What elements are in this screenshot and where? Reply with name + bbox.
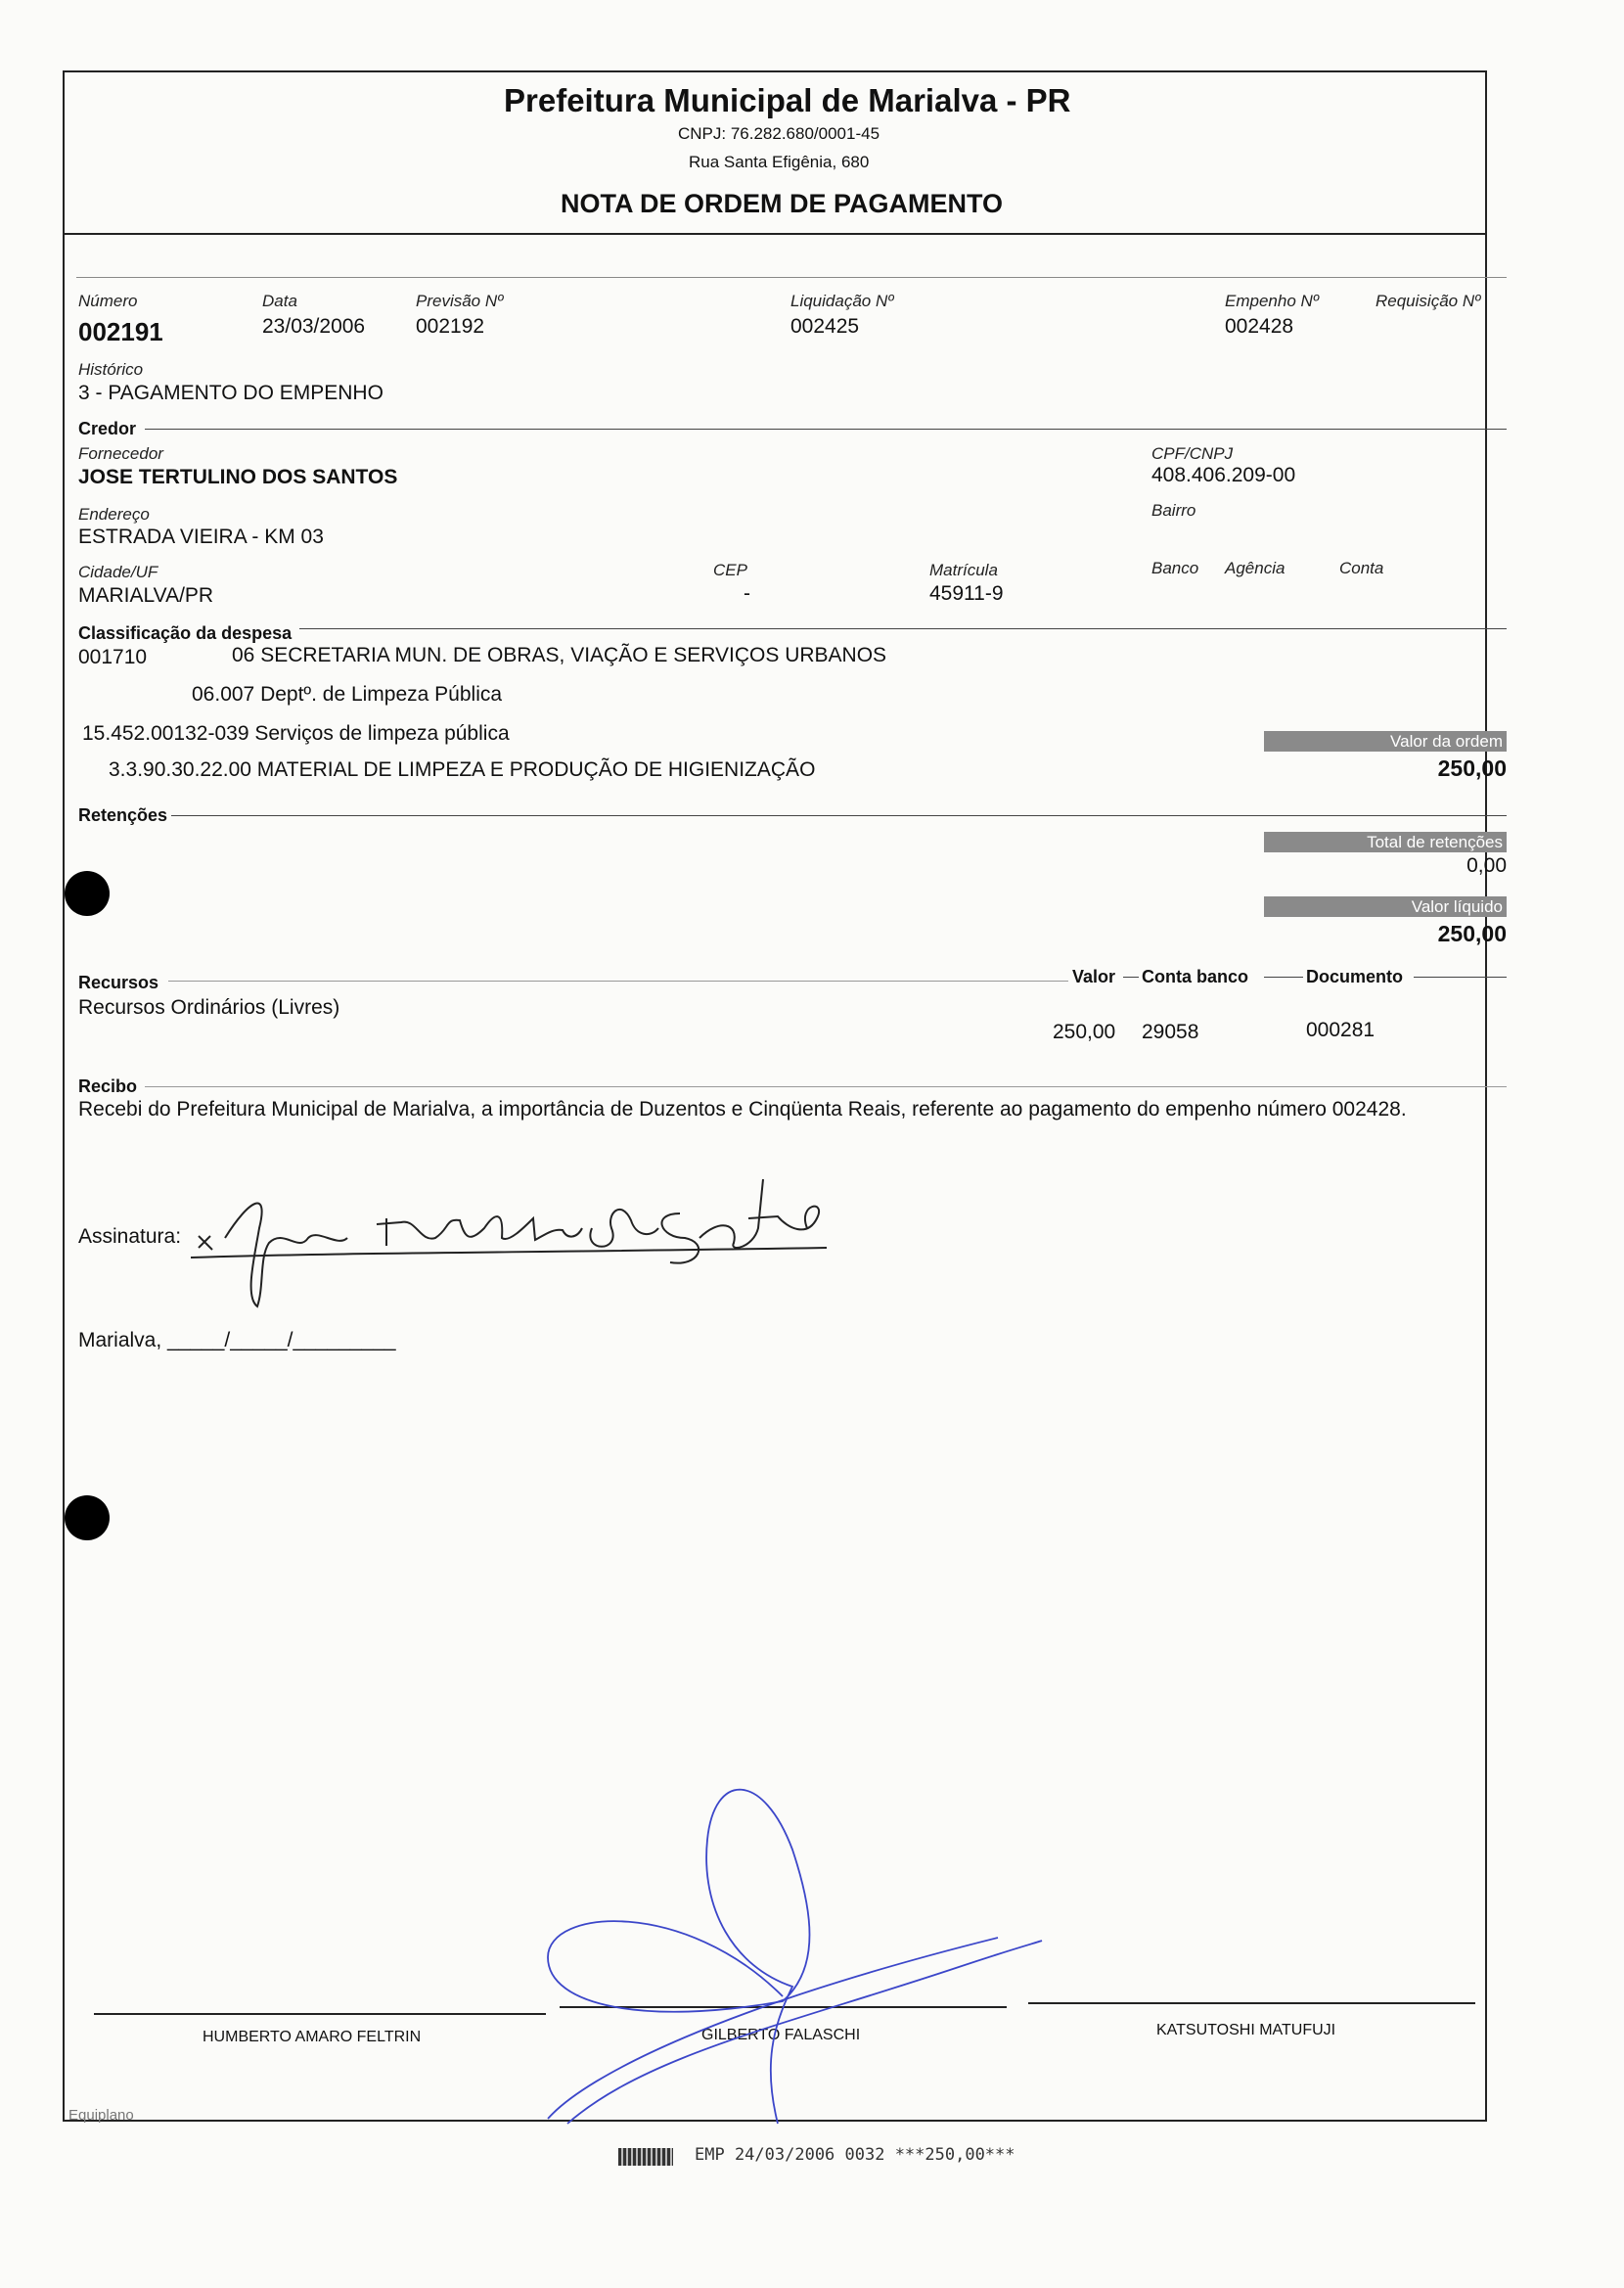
numero-label: Número	[78, 292, 138, 310]
cep-value: -	[744, 582, 750, 605]
signature-line-3	[1028, 2002, 1475, 2004]
document-title: NOTA DE ORDEM DE PAGAMENTO	[561, 189, 1004, 218]
footer-brand: Equiplano	[68, 2107, 134, 2124]
liquidacao-label: Liquidação Nº	[790, 292, 894, 310]
recibo-text: Recebi do Prefeitura Municipal de Marialva, a importância de Duzentos e Cinqüenta Reais, referente ao pagamento do empenho número 002428.	[78, 1098, 1407, 1121]
valor-liquido-header: Valor líquido	[1264, 896, 1507, 917]
retencoes-rule	[171, 815, 1507, 816]
punch-hole-bottom	[65, 1495, 110, 1540]
previsao-value: 002192	[416, 315, 485, 338]
cpf-value: 408.406.209-00	[1151, 464, 1296, 486]
cep-label: CEP	[713, 561, 747, 579]
assinatura-label: Assinatura:	[78, 1225, 182, 1248]
classificacao-section-title: Classificação da despesa	[78, 623, 293, 643]
valor-liquido-value: 250,00	[1437, 921, 1507, 946]
retencoes-section-title: Retenções	[78, 805, 168, 825]
bairro-label: Bairro	[1151, 501, 1196, 520]
empenho-label: Empenho Nº	[1225, 292, 1319, 310]
cnpj-text: CNPJ: 76.282.680/0001-45	[678, 124, 880, 143]
data-value: 23/03/2006	[262, 315, 366, 338]
signatory-2: GILBERTO FALASCHI	[701, 2027, 861, 2043]
signatory-1: HUMBERTO AMARO FELTRIN	[203, 2029, 422, 2045]
valor-ordem-value: 250,00	[1437, 755, 1507, 781]
fornecedor-value: JOSE TERTULINO DOS SANTOS	[78, 466, 398, 488]
valor-ordem-header: Valor da ordem	[1264, 731, 1507, 752]
cidade-value: MARIALVA/PR	[78, 584, 214, 607]
previsao-label: Previsão Nº	[416, 292, 504, 310]
recibo-rule	[145, 1086, 1507, 1087]
recursos-descricao: Recursos Ordinários (Livres)	[78, 996, 340, 1019]
recursos-section-title: Recursos	[78, 973, 159, 992]
recursos-valor-header: Valor	[1072, 967, 1116, 986]
matricula-value: 45911-9	[929, 582, 1004, 605]
classificacao-code: 001710	[78, 646, 148, 668]
classificacao-rule	[299, 628, 1507, 629]
cpf-label: CPF/CNPJ	[1151, 444, 1234, 463]
matricula-label: Matrícula	[929, 561, 998, 579]
signature-line-1	[94, 2013, 546, 2015]
recursos-documento-header: Documento	[1306, 967, 1403, 986]
credor-rule	[145, 429, 1507, 430]
recursos-valor: 250,00	[1053, 1021, 1116, 1043]
recursos-rule-a	[168, 981, 1068, 982]
recursos-rule-b	[1123, 977, 1139, 978]
handwritten-signature	[191, 1160, 836, 1316]
endereco-value: ESTRADA VIEIRA - KM 03	[78, 526, 324, 548]
classificacao-funcional: 15.452.00132-039 Serviços de limpeza pública	[82, 722, 510, 745]
data-label: Data	[262, 292, 297, 310]
credor-section-title: Credor	[78, 419, 137, 438]
address-text: Rua Santa Efigênia, 680	[689, 153, 870, 171]
local-date: Marialva, _____/_____/_________	[78, 1329, 396, 1351]
ids-top-rule	[76, 277, 1507, 278]
total-retencoes-value: 0,00	[1466, 854, 1507, 877]
footer-stamp-logo	[618, 2148, 673, 2166]
punch-hole-top	[65, 871, 110, 916]
requisicao-label: Requisição Nº	[1376, 292, 1481, 310]
recursos-conta-header: Conta banco	[1142, 967, 1249, 986]
numero-value: 002191	[78, 317, 163, 346]
classificacao-unidade: 06.007 Deptº. de Limpeza Pública	[192, 683, 503, 706]
recursos-conta: 29058	[1142, 1021, 1199, 1043]
historico-value: 3 - PAGAMENTO DO EMPENHO	[78, 382, 383, 404]
cidade-label: Cidade/UF	[78, 563, 158, 581]
signatory-3: KATSUTOSHI MATUFUJI	[1156, 2022, 1336, 2038]
total-retencoes-header: Total de retenções	[1264, 832, 1507, 852]
banco-label: Banco	[1151, 559, 1199, 577]
footer-stamp: EMP 24/03/2006 0032 ***250,00***	[695, 2145, 1015, 2165]
recursos-rule-c	[1264, 977, 1303, 978]
blue-signature	[528, 1732, 1057, 2133]
classificacao-orgao: 06 SECRETARIA MUN. DE OBRAS, VIAÇÃO E SERVIÇOS URBANOS	[232, 644, 887, 666]
historico-label: Histórico	[78, 360, 144, 379]
endereco-label: Endereço	[78, 505, 150, 524]
page-title: Prefeitura Municipal de Marialva - PR	[504, 82, 1071, 118]
recibo-section-title: Recibo	[78, 1076, 138, 1096]
recursos-documento: 000281	[1306, 1019, 1376, 1041]
fornecedor-label: Fornecedor	[78, 444, 163, 463]
empenho-value: 002428	[1225, 315, 1294, 338]
agencia-label: Agência	[1225, 559, 1286, 577]
classificacao-elemento: 3.3.90.30.22.00 MATERIAL DE LIMPEZA E PRODUÇÃO DE HIGIENIZAÇÃO	[109, 758, 816, 781]
header-divider	[63, 233, 1485, 235]
recursos-rule-d	[1414, 977, 1507, 978]
conta-label: Conta	[1339, 559, 1384, 577]
liquidacao-value: 002425	[790, 315, 860, 338]
